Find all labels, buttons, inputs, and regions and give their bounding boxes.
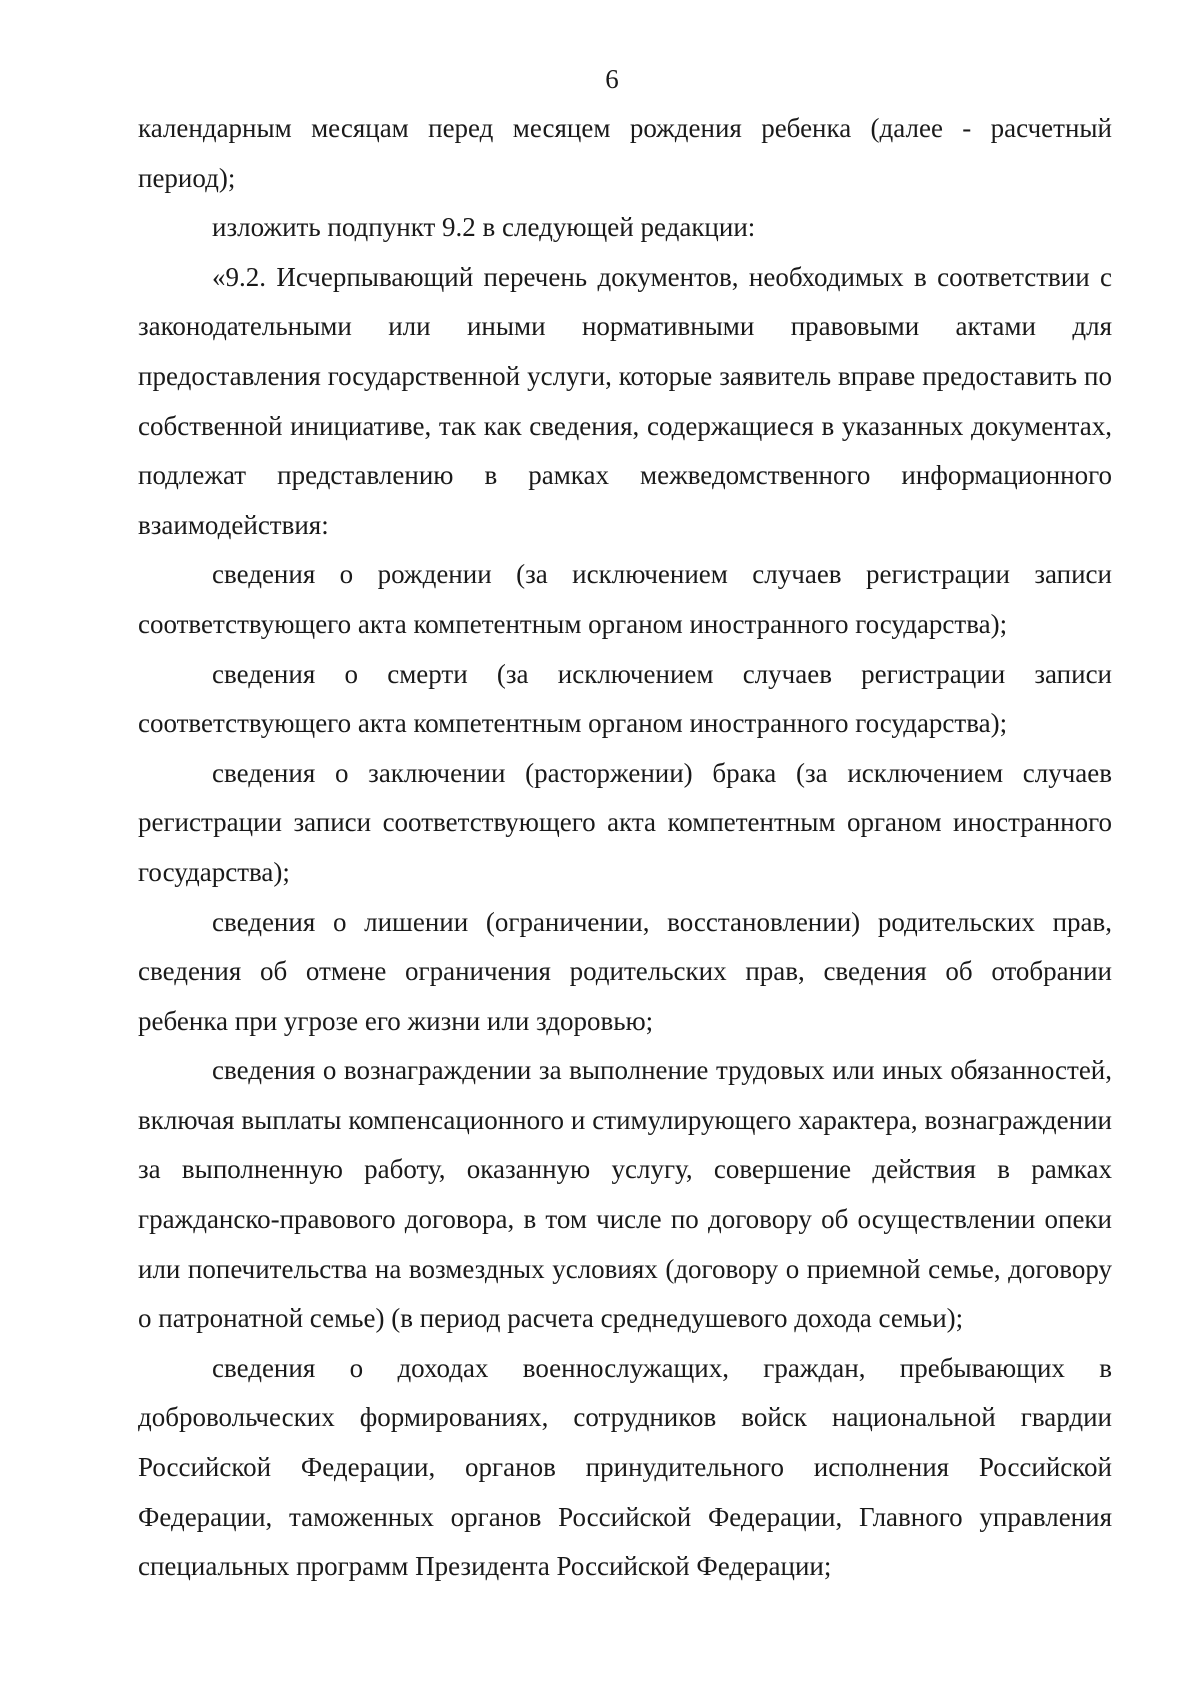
paragraph-death-info: сведения о смерти (за исключением случаев регистрации записи соответствующего акта компетентным органом иностранного государства);	[138, 658, 1112, 739]
paragraph-remuneration-info: сведения о вознаграждении за выполнение трудовых или иных обязанностей, включая выплаты компенсационного и стимулирующего характера, вознаграждении за выполненную работу, оказанную услугу, совершение действия в рамках гражданско-правового договора, в том числе по договору об осуществлении опеки или попечительства на возмездных условиях (договору о приемной семье, договору о патронатной семье) (в период расчета среднедушевого дохода семьи);	[138, 1055, 1112, 1334]
paragraph-period-definition: календарным месяцам перед месяцем рождения ребенка (далее - расчетный период);	[138, 113, 1112, 193]
paragraph-amendment-instruction: изложить подпункт 9.2 в следующей редакции:	[212, 212, 756, 243]
paragraph-birth-info: сведения о рождении (за исключением случаев регистрации записи соответствующего акта компетентным органом иностранного государства);	[138, 559, 1112, 639]
document-body	[138, 104, 1112, 1592]
page-number: 6	[605, 64, 619, 94]
paragraph-marriage-info: сведения о заключении (расторжении) брака (за исключением случаев регистрации записи соответствующего акта компетентным органом иностранного государства);	[138, 757, 1112, 887]
paragraph-military-income-info: сведения о доходах военнослужащих, граждан, пребывающих в добровольческих формированиях, сотрудников войск национальной гвардии Российской Федерации, органов принудительного исполнения Российской Федерации, таможенных органов Российской Федерации, Главного управления специальных программ Президента Российской Федерации;	[138, 1352, 1112, 1582]
paragraph-subclause-9-2: «9.2. Исчерпывающий перечень документов, необходимых в соответствии с законодательными или иными нормативными правовыми актами для предоставления государственной услуги, которые заявитель вправе предоставить по собственной инициативе, так как сведения, содержащиеся в указанных документах, подлежат представлению в рамках межведомственного информационного взаимодействия:	[138, 261, 1112, 540]
paragraph-parental-rights-info: сведения о лишении (ограничении, восстановлении) родительских прав, сведения об отмене ограничения родительских прав, сведения об отобрании ребенка при угрозе его жизни или здоровью;	[138, 906, 1112, 1036]
